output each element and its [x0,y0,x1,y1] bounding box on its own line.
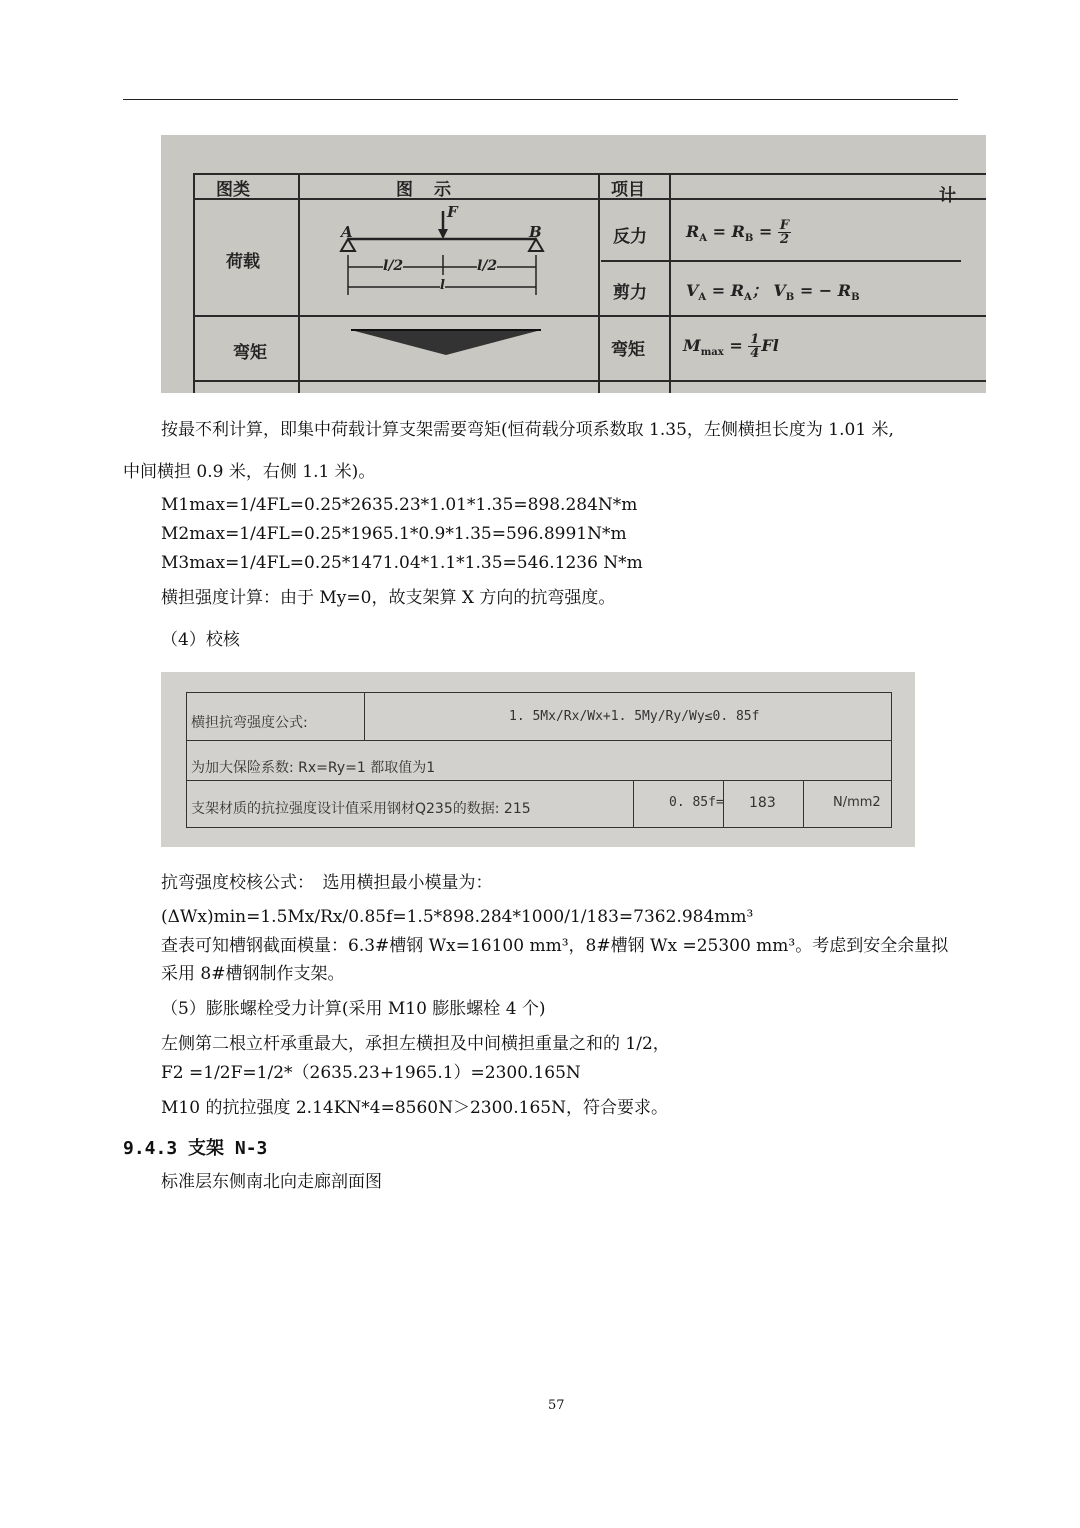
table-border [669,173,671,393]
moment-m3: M3max=1/4FL=0.25*1471.04*1.1*1.35=546.1236 N*m [161,553,643,573]
moment-formula: $M_{max}$ = $\frac{1}{4}$ Fl [683,332,779,361]
q235-strength-label: 支架材质的抗拉强度设计值采用钢材Q235的数据: 215 [191,801,531,817]
table-border [193,173,986,175]
table-border [193,380,986,382]
table-border [891,692,892,828]
section-subtitle: 标准层东侧南北向走廊剖面图 [161,1172,382,1192]
table-border [193,315,986,317]
strength-formula-value: 1. 5Mx/Rx/Wx+1. 5My/Ry/Wy≤0. 85f [509,709,760,724]
row-shear: 剪力 [613,283,647,303]
span-label: l [440,278,445,293]
shear-formula: $V_A = R_A$； $V_B$ = − $R_B$ [686,281,860,304]
support-b-label: B [529,223,542,241]
check-title: （4）校核 [161,630,240,650]
para-unfavourable-line2: 中间横担 0.9 米，右侧 1.1 米)。 [123,462,376,482]
header-figure: 图 示 [396,180,453,200]
strength-note: 横担强度计算：由于 My=0，故支架算 X 方向的抗弯强度。 [161,588,616,608]
header-calc: 计 [939,186,956,206]
header-type: 图类 [216,180,250,200]
table-border [186,740,891,741]
bending-check-table-photo [161,672,915,847]
table-border [601,260,961,262]
reduced-strength-label: 0. 85f= [669,795,724,810]
table-border [633,780,634,827]
table-border [598,173,600,393]
support-a-label: A [341,223,353,241]
strength-formula-label: 横担抗弯强度公式: [191,715,308,731]
row-moment: 弯矩 [611,340,645,360]
section-heading: 9.4.3 支架 N-3 [123,1138,268,1159]
section-modulus-line2: 采用 8#槽钢制作支架。 [161,964,345,984]
table-border [186,692,891,693]
load-moment-table-photo [161,135,986,393]
check-formula-title: 抗弯强度校核公式： 选用横担最小模量为： [161,873,493,893]
page-number: 57 [548,1398,565,1413]
row-load: 荷载 [226,252,260,272]
table-border [186,692,187,828]
moment-m1: M1max=1/4FL=0.25*2635.23*1.01*1.35=898.284N*m [161,495,638,515]
bending-moment-diagram [346,325,546,365]
table-border [186,780,891,781]
safety-factor-label: 为加大保险系数: Rx=Ry=1 都取值为1 [191,760,436,776]
header-rule [123,99,958,100]
reaction-formula: $R_A = R_B$ = $\frac{F}{2}$ [686,218,790,247]
bolt-title: （5）膨胀螺栓受力计算(采用 M10 膨胀螺栓 4 个) [161,999,546,1019]
para-unfavourable-line1: 按最不利计算，即集中荷载计算支架需要弯矩(恒荷载分项系数取 1.35，左侧横担长度为 1.01 米, [161,420,894,440]
bolt-line3: M10 的抗拉强度 2.14KN*4=8560N＞2300.165N，符合要求。 [161,1098,668,1118]
half-span-right-label: l/2 [477,258,498,274]
moment-m2: M2max=1/4FL=0.25*1965.1*0.9*1.35=596.8991N*m [161,524,627,544]
header-item: 项目 [611,180,645,200]
row-reaction: 反力 [613,227,647,247]
section-modulus-line1: 查表可知槽钢截面模量：6.3#槽钢 Wx=16100 mm³，8#槽钢 Wx =25300 mm³。考虑到安全余量拟 [161,936,949,956]
row-moment-type: 弯矩 [233,343,267,363]
bolt-line1: 左侧第二根立杆承重最大，承担左横担及中间横担重量之和的 1/2， [161,1034,670,1054]
table-border [186,827,891,828]
force-label: F [447,203,458,221]
table-border [364,692,365,740]
strength-unit: N/mm2 [833,795,881,810]
table-border [803,780,804,827]
half-span-left-label: l/2 [383,258,404,274]
table-border [298,173,300,393]
table-border [193,173,195,393]
bolt-line2: F2 =1/2F=1/2*（2635.23+1965.1）=2300.165N [161,1063,581,1083]
wx-min-formula: (ΔWx)min=1.5Mx/Rx/0.85f=1.5*898.284*1000/1/183=7362.984mm³ [161,907,754,927]
table-border [193,198,986,200]
reduced-strength-value: 183 [749,795,776,811]
